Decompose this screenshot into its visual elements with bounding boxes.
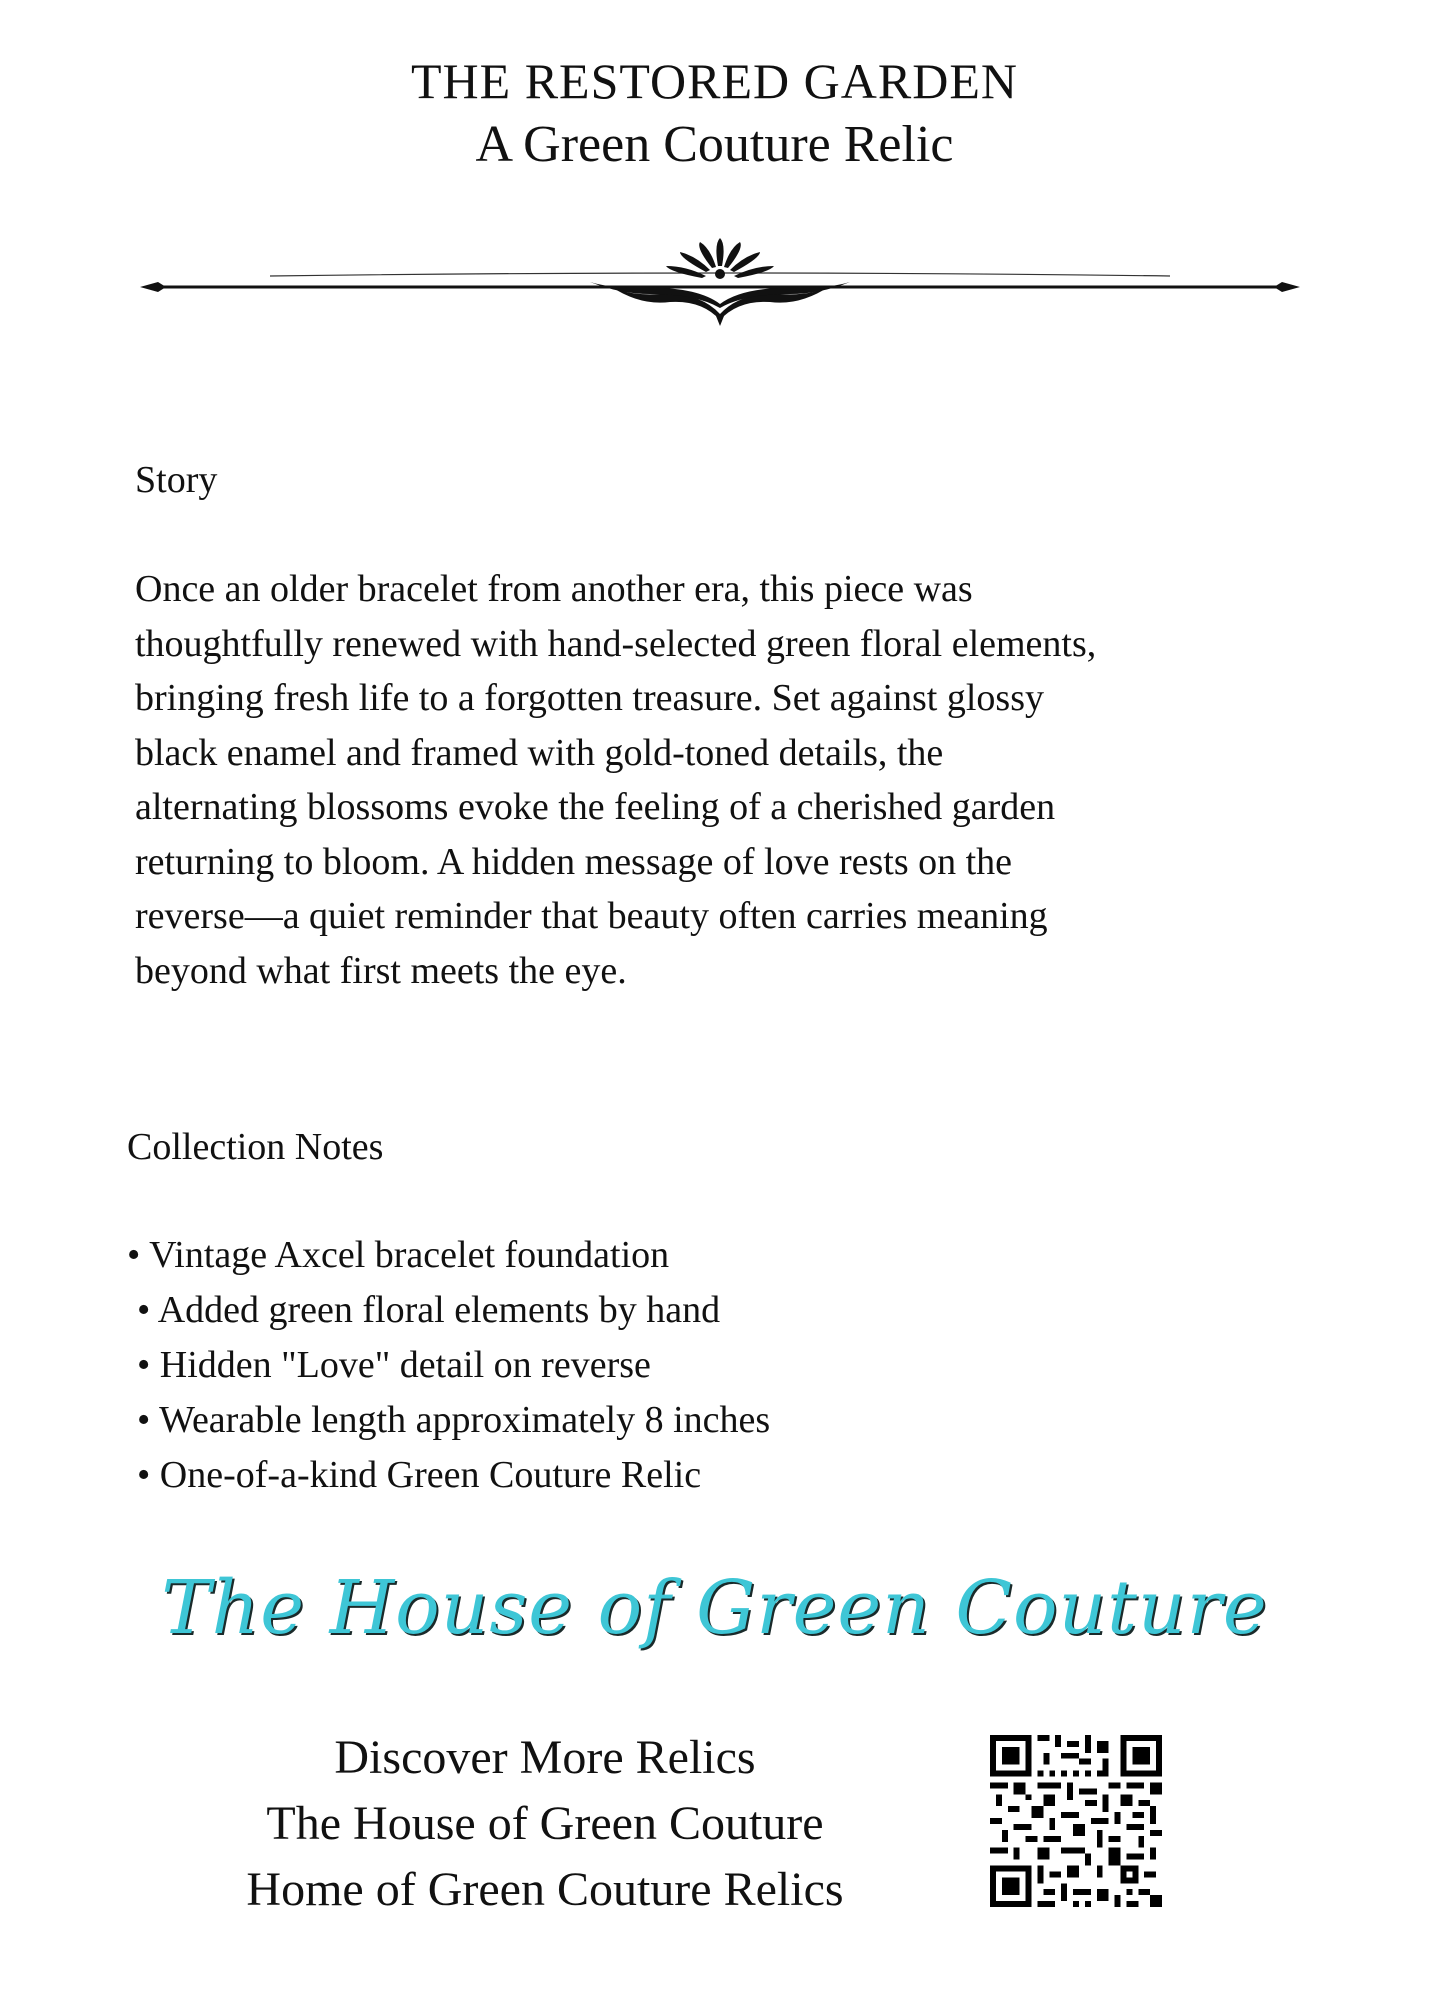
story-line: returning to bloom. A hidden message of love rests on the [135,840,1013,883]
list-item: • Vintage Axcel bracelet foundation [127,1234,670,1276]
list-item: • Wearable length approximately 8 inches [137,1399,771,1441]
page-subtitle: A Green Couture Relic [475,116,954,173]
footer-line-home: Home of Green Couture Relics [246,1863,844,1916]
qr-code-icon[interactable] [990,1735,1162,1907]
footer-line-house: The House of Green Couture [266,1797,824,1850]
story-line: alternating blossoms evoke the feeling of a cherished garden [135,786,1056,828]
story-line: reverse—a quiet reminder that beauty often carries meaning [135,895,1048,937]
story-line: black enamel and framed with gold-toned details, the [135,731,944,774]
footer-line-discover: Discover More Relics [334,1731,756,1784]
story-line: bringing fresh life to a forgotten treasure. Set against glossy [135,677,1044,719]
story-line: thoughtfully renewed with hand-selected green floral elements, [135,622,1097,665]
page-title: THE RESTORED GARDEN [411,53,1018,109]
brand-script-logo: The House of Green Couture [161,1565,1268,1651]
story-heading: Story [135,459,218,501]
collection-notes-list [127,1228,770,1503]
list-item: • Hidden "Love" detail on reverse [137,1344,651,1386]
story-line: Once an older bracelet from another era, this piece was [135,568,973,610]
list-item: • Added green floral elements by hand [137,1289,721,1331]
story-paragraph [135,562,1335,998]
footer-text [170,1725,920,1923]
list-item: • One-of-a-kind Green Couture Relic [137,1454,702,1496]
collection-notes-heading: Collection Notes [127,1126,384,1168]
flourish-divider-icon [140,236,1300,326]
story-line: beyond what first meets the eye. [135,949,627,992]
